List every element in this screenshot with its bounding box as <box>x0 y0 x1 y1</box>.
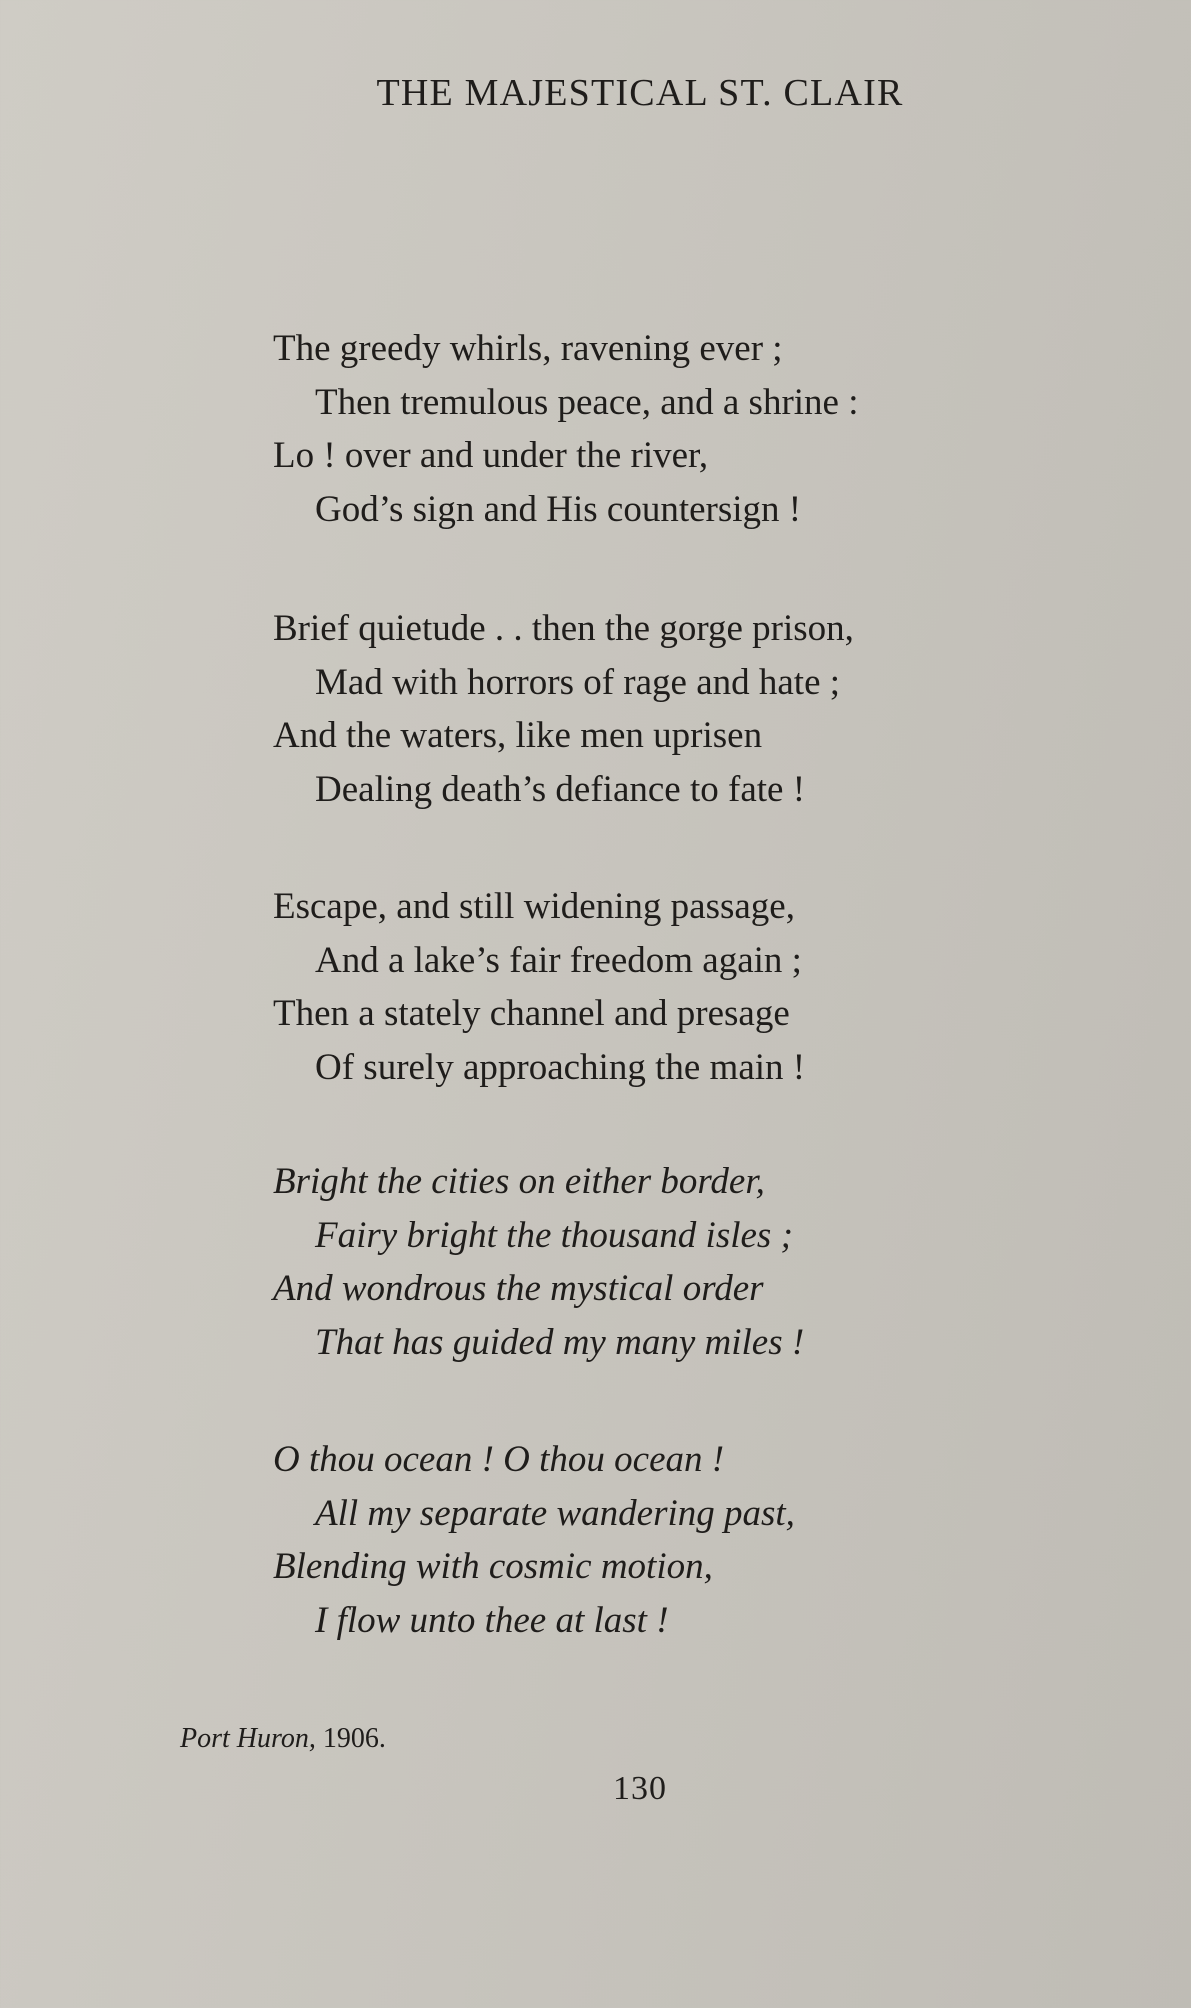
poem-line: Mad with horrors of rage and hate ; <box>315 661 841 703</box>
poem <box>273 322 859 1647</box>
poem-line: And a lake’s fair freedom again ; <box>315 939 802 981</box>
poem-line: Bright the cities on either border, <box>273 1161 765 1202</box>
poem-line: Escape, and still widening passage, <box>273 886 795 927</box>
stanza-break <box>273 536 859 602</box>
dateline-place: Port Huron, <box>180 1723 316 1754</box>
poem-line: Lo ! over and under the river, <box>273 435 709 476</box>
dateline-year: 1906. <box>315 1723 386 1754</box>
poem-line: O thou ocean ! O thou ocean ! <box>273 1439 725 1480</box>
poem-line: I flow unto thee at last ! <box>315 1599 669 1641</box>
poem-line: And the waters, like men uprisen <box>273 715 763 756</box>
poem-line: And wondrous the mystical order <box>273 1268 764 1309</box>
poem-line: Fairy bright the thousand isles ; <box>315 1214 793 1256</box>
poem-line: Dealing death’s defiance to fate ! <box>315 768 806 810</box>
poem-line: Blending with cosmic motion, <box>273 1546 713 1587</box>
stanza-break <box>273 1094 859 1155</box>
stanza-5 <box>273 1433 859 1647</box>
poem-line: Brief quietude . . then the gorge prison, <box>273 608 854 649</box>
stanza-4 <box>273 1155 859 1369</box>
running-head: THE MAJESTICAL ST. CLAIR <box>376 72 904 114</box>
stanza-break <box>273 1369 859 1433</box>
stanza-1 <box>273 322 859 536</box>
poem-line: Then a stately channel and presage <box>273 993 790 1034</box>
poem-line: God’s sign and His countersign ! <box>315 488 802 530</box>
poem-line: That has guided my many miles ! <box>315 1321 805 1363</box>
stanza-2 <box>273 602 859 816</box>
stanza-3 <box>273 880 859 1094</box>
poem-line: The greedy whirls, ravening ever ; <box>273 328 783 369</box>
dateline <box>180 1725 386 1753</box>
poem-line: Then tremulous peace, and a shrine : <box>315 381 859 423</box>
stanza-break <box>273 816 859 880</box>
poem-line: Of surely approaching the main ! <box>315 1046 806 1088</box>
page-number: 130 <box>613 1770 667 1807</box>
poem-line: All my separate wandering past, <box>315 1492 795 1534</box>
